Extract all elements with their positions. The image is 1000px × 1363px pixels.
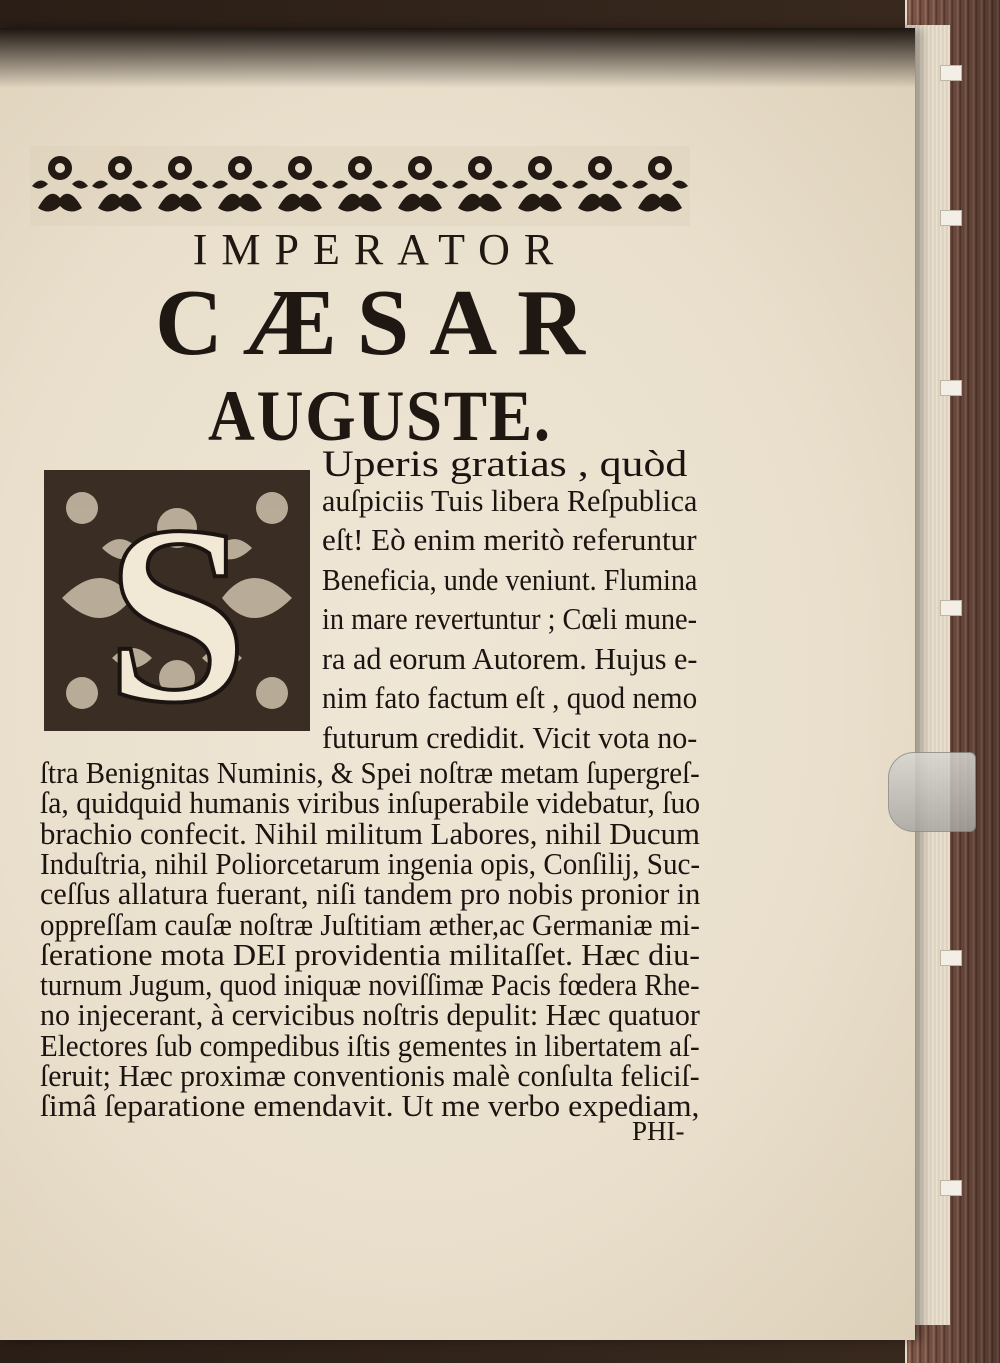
- initial-letter: S: [106, 474, 248, 733]
- decorated-initial: [42, 468, 312, 733]
- body-line: oppreſſam cauſæ noſtræ Juſtitiam æther,ac Germaniæ mi-: [40, 907, 700, 942]
- page-tab: [940, 65, 962, 81]
- catchword: PHI-: [632, 1116, 685, 1146]
- body-line: in mare revertuntur ; Cœli mune-: [322, 602, 698, 636]
- page-tab: [940, 210, 962, 226]
- title-line-imperator: IMPERATOR: [192, 225, 568, 274]
- body-line: ſtra Benignitas Numinis, & Spei noſtræ metam ſupergreſ-: [40, 756, 700, 790]
- body-line: turnum Jugum, quod iniquæ noviſſimæ Pacis fœdera Rhe-: [40, 968, 700, 1003]
- page-tab: [940, 380, 962, 396]
- body-line: Uperis gratias , quòd: [322, 444, 688, 485]
- body-line: Electores ſub compedibus iſtis gementes in libertatem aſ-: [40, 1028, 700, 1063]
- body-line: ſimâ ſeparatione emendavit. Ut me verbo expediam,: [40, 1089, 700, 1124]
- body-line: ſeruit; Hæc proximæ conventionis malè conſulta feliciſ-: [40, 1059, 700, 1093]
- page-tab: [940, 1180, 962, 1196]
- page-tab: [940, 600, 962, 616]
- body-line: futurum credidit. Vicit vota no-: [322, 720, 698, 755]
- body-line: nim fato factum eſt , quod nemo: [322, 681, 698, 715]
- body-line: ceſſus allatura fuerant, niſi tandem pro nobis pronior in: [40, 877, 701, 912]
- title-line-auguste: AUGUSTE.: [208, 376, 552, 456]
- title-line-caesar: CÆSAR: [155, 271, 605, 375]
- book-page: [0, 28, 915, 1340]
- body-line: brachio confecit. Nihil militum Labores, nihil Ducum: [40, 816, 700, 851]
- page-tab: [940, 950, 962, 966]
- body-line: ra ad eorum Autorem. Hujus e-: [322, 641, 698, 676]
- body-line: Beneficia, unde veniunt. Flumina: [322, 562, 698, 597]
- body-line: ſa, quidquid humanis viribus inſuperabile videbatur, ſuo: [40, 786, 701, 821]
- body-line: no injecerant, à cervicibus noſtris depulit: Hæc quatuor: [40, 998, 700, 1033]
- page-shadow: [0, 28, 915, 88]
- body-line: Induſtria, nihil Poliorcetarum ingenia opis, Conſilij, Suc-: [40, 846, 701, 881]
- headpiece-ornament: [30, 146, 690, 226]
- body-line: auſpiciis Tuis libera Reſpublica: [322, 483, 698, 518]
- body-line: ſeratione mota DEI providentia militaſſet. Hæc diu-: [40, 937, 700, 972]
- page-clip: [888, 752, 976, 832]
- body-line: eſt! Eò enim meritò referuntur: [322, 523, 697, 557]
